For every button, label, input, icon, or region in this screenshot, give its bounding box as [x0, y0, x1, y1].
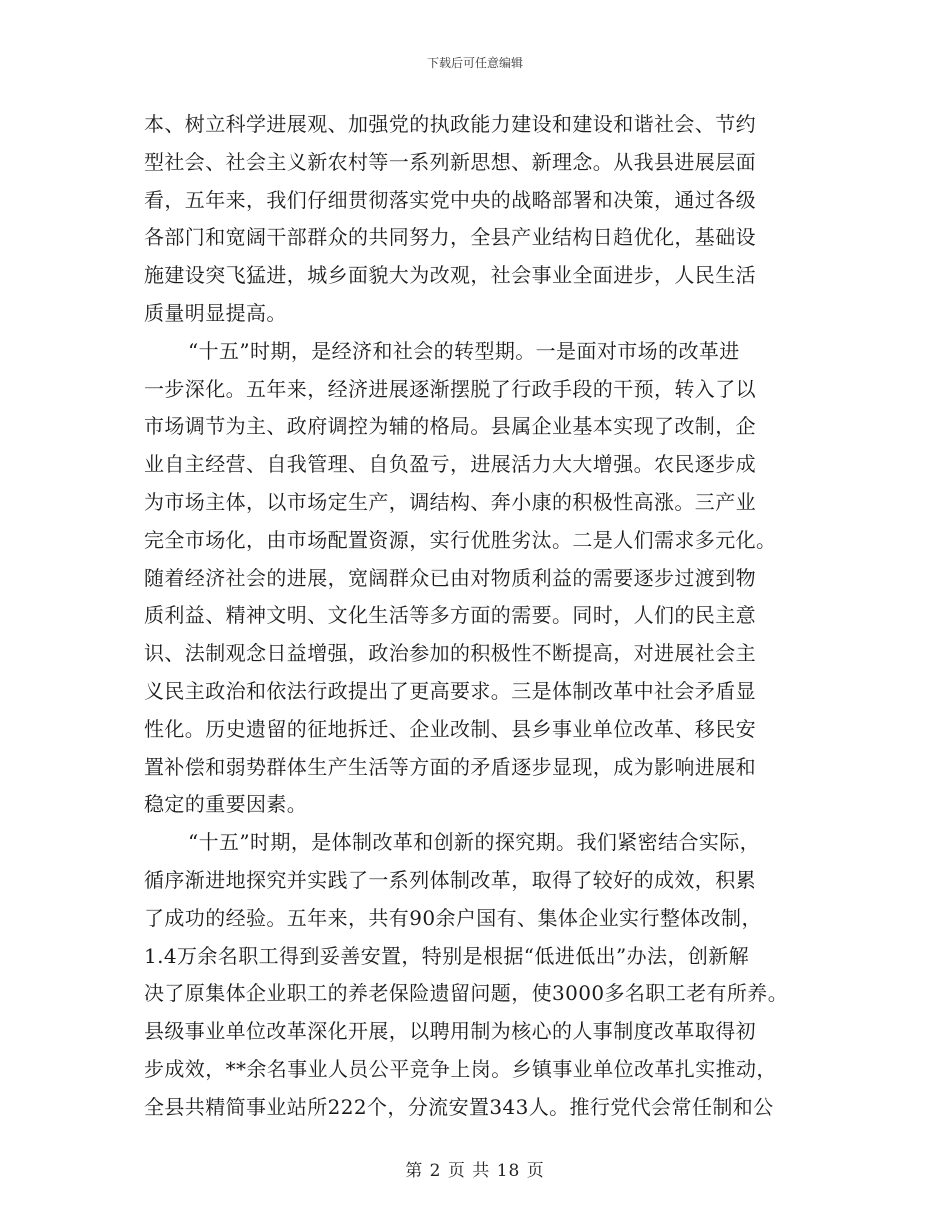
text-line: 义民主政治和依法行政提出了更高要求。三是体制改革中社会矛盾显 [144, 678, 756, 703]
text-line: 业自主经营、自我管理、自负盈亏，进展活力大大增强。农民逐步成 [144, 452, 756, 477]
text-line: 全县共精简事业站所222个，分流安置343人。推行党代会常任制和公 [144, 1094, 774, 1119]
text-line: 循序渐进地探究并实践了一系列体制改革，取得了较好的成效，积累 [144, 867, 756, 892]
text-line: 决了原集体企业职工的养老保险遗留问题，使3000多名职工老有所养。 [144, 981, 789, 1006]
text-line: 质利益、精神文明、文化生活等多方面的需要。同时，人们的民主意 [144, 603, 756, 628]
paragraph-start-line: “十五”时期，是经济和社会的转型期。一是面对市场的改革进 [188, 338, 740, 363]
text-line: 型社会、社会主义新农村等一系列新思想、新理念。从我县进展层面 [144, 149, 756, 174]
page-footer: 第 2 页 共 18 页 [405, 1161, 545, 1181]
text-line: 置补偿和弱势群体生产生活等方面的矛盾逐步显现，成为影响进展和 [144, 754, 756, 779]
page-header: 下载后可任意编辑 [426, 56, 523, 70]
text-line: 为市场主体，以市场定生产，调结构、奔小康的积极性高涨。三产业 [144, 489, 756, 514]
text-line: 市场调节为主、政府调控为辅的格局。县属企业基本实现了改制，企 [144, 414, 756, 439]
document-body [144, 106, 814, 1127]
text-line: 了成功的经验。五年来，共有90余户国有、集体企业实行整体改制， [144, 905, 762, 930]
text-line: 施建设突飞猛进，城乡面貌大为改观，社会事业全面进步，人民生活 [144, 263, 756, 288]
text-line: 本、树立科学进展观、加强党的执政能力建设和建设和谐社会、节约 [144, 112, 756, 136]
text-line: 1.4万余名职工得到妥善安置，特别是根据“低进低出”办法，创新解 [144, 943, 750, 968]
text-line: 完全市场化，由市场配置资源，实行优胜劣汰。二是人们需求多元化。 [144, 527, 777, 552]
text-line: 性化。历史遗留的征地拆迁、企业改制、县乡事业单位改革、移民安 [144, 716, 756, 741]
text-line: 县级事业单位改革深化开展，以聘用制为核心的人事制度改革取得初 [144, 1019, 756, 1044]
text-line: 各部门和宽阔干部群众的共同努力，全县产业结构日趋优化，基础设 [144, 225, 756, 250]
text-line: 步成效，**余名事业人员公平竞争上岗。乡镇事业单位改革扎实推动， [144, 1056, 777, 1081]
text-line: 随着经济社会的进展，宽阔群众已由对物质利益的需要逐步过渡到物 [144, 565, 756, 590]
text-line: 识、法制观念日益增强，政治参加的积极性不断提高，对进展社会主 [144, 641, 756, 666]
paragraph-start-line: “十五”时期，是体制改革和创新的探究期。我们紧密结合实际， [188, 830, 761, 855]
text-line: 稳定的重要因素。 [144, 792, 308, 817]
text-line: 一步深化。五年来，经济进展逐渐摆脱了行政手段的干预，转入了以 [144, 376, 756, 401]
text-line: 看，五年来，我们仔细贯彻落实党中央的战略部署和决策，通过各级 [144, 187, 756, 212]
text-line: 质量明显提高。 [144, 300, 287, 325]
